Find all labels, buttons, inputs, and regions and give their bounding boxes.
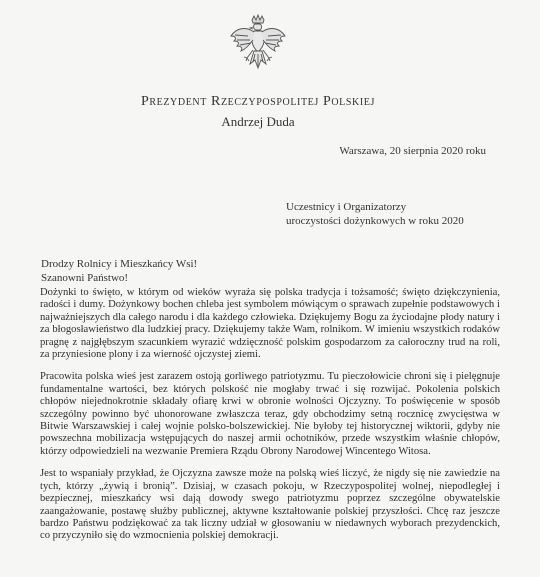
letter-body: [40, 287, 500, 552]
addressee-block: [286, 200, 464, 228]
body-paragraph-3: Jest to wspaniały przykład, że Ojczyzna zawsze może na polską wieś liczyć, że nigdy się nie zawiedzie na tych, którzy „żywią i bronią”. Dzisiaj, w czasach pokoju, w Rzeczypospolitej wolnej, niepodległej i bezpiecznej, mieszkańcy wsi dają dowody swego patriotyzmu poprzez szczególne obywatelskie zaangażowanie, postawę służby publicznej, aktywne kształtowanie polskiej przyszłości. Chcę raz jeszcze bardzo Państwu podziękować za tak liczny udział w głosowaniu w niedawnych wyborach prezydenckich, co przyczyniło się do wzmocnienia polskiej demokracji.: [40, 468, 500, 542]
white-eagle-emblem-icon: [228, 14, 288, 76]
salutation-line-1: Drodzy Rolnicy i Mieszkańcy Wsi!: [41, 258, 198, 270]
date-line: Warszawa, 20 sierpnia 2020 roku: [339, 145, 486, 157]
body-paragraph-1: Dożynki to święto, w którym od wieków wyraża się polska tradycja i tożsamość; święto dziękczynienia, radości i dumy. Dożynkowy bochen chleba jest symbolem mówiącym o sprawach zupełnie podstawowych i najważniejszych dla całego narodu i dla każdego człowieka. Dziękujemy Bogu za życiodajne płody natury i za błogosławieństwo dla ludzkiej pracy. Dziękujemy także Wam, rolnikom. W imieniu wszystkich rodaków pragnę z najgłębszym szacunkiem wyrazić wdzięczność polskim gospodarzom za całoroczny trud na roli, za przyniesione plony i za wierność ojczystej ziemi.: [40, 287, 500, 361]
president-title: [0, 94, 516, 110]
addressee-line-2: uroczystości dożynkowych w roku 2020: [286, 215, 464, 227]
salutation-block: [41, 257, 197, 285]
president-title-text: Prezydent Rzeczypospolitej Polskiej: [140, 94, 375, 109]
salutation-line-2: Szanowni Państwo!: [41, 272, 129, 284]
president-name: Andrzej Duda: [221, 114, 295, 129]
addressee-line-1: Uczestnicy i Organizatorzy: [286, 201, 407, 213]
body-paragraph-2: Pracowita polska wieś jest zarazem ostoją gorliwego patriotyzmu. Tu pieczołowicie chroni się i pielęgnuje fundamentalne wartości, bez których polskość nie mogłaby trwać i się rozwijać. Pokolenia polskich chłopów niejednokrotnie składały ofiarę krwi w obronie wolności Ojczyzny. To poświęcenie w sposób szczególny powinno być uhonorowane zwłaszcza teraz, gdy obchodzimy setną rocznicę zwycięstwa w Bitwie Warszawskiej i całej wojnie polsko-bolszewickiej. Nie byłoby tej historycznej wiktorii, gdyby nie powszechna mobilizacja wstępujących do naszej armii ochotników, przede wszystkim właśnie chłopów, którzy odpowiedzieli na wezwanie Premiera Rządu Obrony Narodowej Wincentego Witosa.: [40, 371, 500, 457]
